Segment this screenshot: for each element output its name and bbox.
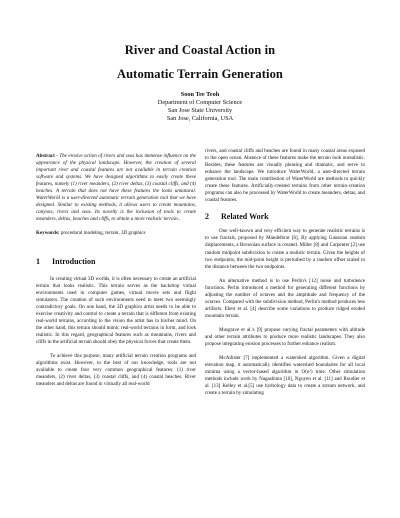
section-title: Related Work	[221, 212, 269, 222]
keywords-text: procedural modeling, terrain, 3D graphics	[59, 230, 146, 237]
section-heading-introduction	[36, 257, 196, 267]
section-number: 1	[36, 256, 40, 266]
section-number: 2	[205, 212, 209, 222]
related-paragraph-1: One well-known and very efficient way to generate realistic terrains is to use fractals, proposed by Mandelbrot [6]. By applying Gaussian random displacements, a Brownian surface is created. Miller [8] and Carpenter [2] use random midpoint subdivision to create a realistic terrain. Given the heights of two endpoints, the mid-point height is perturbed by a random offset scaled to the distance between the two endpoints.	[205, 228, 365, 270]
author-location: San Jose, California, USA	[166, 115, 234, 122]
section-heading-related-work	[205, 212, 365, 222]
left-column	[36, 153, 196, 395]
abstract	[36, 153, 196, 223]
intro-paragraph-2: To achieve this purpose, many artificial terrain creation programs and algorithms exist. However, to the best of our knowledge, tools are not available to create four very common geographical features: (1) river meanders, (2) river deltas, (3) coastal cliffs, and (4) coastal beaches. River meanders and deltas are found in virtually all real-world	[36, 352, 196, 388]
related-paragraph-4: McAllister [7] implemented a watershed algorithm. Given a digital elevation map, it automatically identifies watershed boundaries for all local minima using a vector-based algorithm in O(n²) time. Other simulation methods include work by Nagashima [10], Nguyen et al. [11] and Roudier et al. [13] Kelley et al.[5] use hydrology data to create a stream network, and create a terrain by simulating	[205, 355, 365, 397]
section-title: Introduction	[52, 256, 96, 266]
related-paragraph-2: An alternative method is to use Perlin's [12] noise and turbulence functions. Perlin introduced a method for generating different functions by adjusting the number of octaves and the amplitude and frequency of the octaves. Compared with the subdivision method, Perlin's method produces less artifacts. Ebert et al. [4] describe some variations to produce ridged eroded mountain terrain.	[205, 277, 365, 319]
author-block	[0, 91, 400, 123]
author-name: Soon Tee Teoh	[180, 91, 220, 98]
keywords-label: Keywords:	[36, 230, 60, 237]
abstract-text: The erosive action of rivers and seas has immense influence on the appearance of the physical landscape. However, the creation of several important river and coastal features are not available in terrain creation software and systems. We have designed algorithms to easily create these features, namely (1) river meanders, (2) river deltas, (3) coastal cliffs, and (4) beaches. A terrain that does not have these features the looks unnatural. WaterWorld is a user-directed automatic terrain generation tool that we have designed. Similar to existing methods, it allows users to create mountains, canyons, rivers and seas. Its novelty is the inclusion of tools to create meanders, deltas, beaches and cliffs, to obtain a more realistic terrain..	[36, 153, 196, 223]
related-paragraph-3: Musgrave et al.'s [9] propose varying fractal parameters with altitude and other terrain attributes to produce more realistic landscapes. They also propose integrating erosion processes to further enhance realism.	[205, 326, 365, 348]
intro-paragraph-1: In creating virtual 3D worlds, it is often necessary to create an artificial terrain that looks realistic. This terrain serves as the backdrop virtual environments used in computer games, virtual movie sets and flight simulators. The creation of such environments need to meet two seemingly contradictory goals. On one hand, the 3D graphics artist needs to be able to exercise creativity and control to create a terrain that is different from existing real-world terrains, according to the vision the artist has in his/her mind. On the other hand, this terrain should mimic real-world terrains in form, and look realistic. In this regard, geographical features such as mountains, rivers and cliffs in the artificial terrain should obey the physical forces that create them.	[36, 275, 196, 345]
abstract-label: Abstract -	[36, 153, 58, 159]
paper-title-line-1: River and Coastal Action in	[124, 43, 276, 57]
author-department: Department of Computer Science	[157, 99, 243, 106]
keywords	[36, 230, 196, 237]
right-column	[205, 148, 365, 404]
author-university: San Jose State University	[167, 107, 233, 114]
paper-title-line-2: Automatic Terrain Generation	[117, 67, 283, 81]
intro-paragraph-continued: rivers, and coastal cliffs and beaches are found in many coastal areas exposed to the open ocean. Absence of these features make the terrain look unrealistic. Besides, these features are visually pleasing and dramatic, and serve to enhance the landscape. We introduce WaterWorld, a user-directed terrain generation tool. The main contribution of WaterWorld are methods to quickly create these features. Artificially-created terrains from other terrain-creation programs can also be processed by WaterWorld to create meanders, deltas, and coastal features.	[205, 148, 365, 204]
